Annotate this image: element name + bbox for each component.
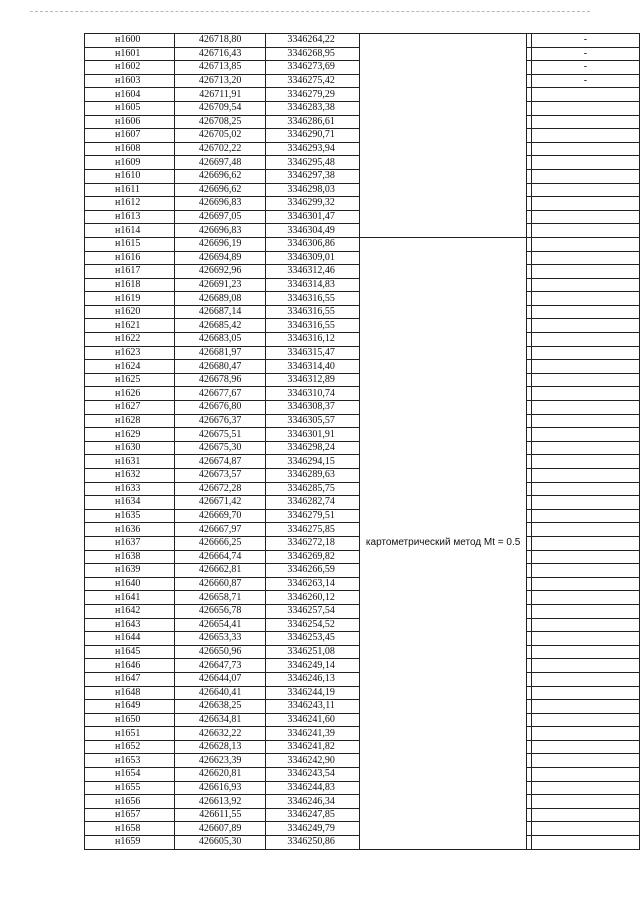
mark-cell [531,346,639,360]
point-name-cell: н1607 [85,129,175,143]
mark-cell [531,265,639,279]
y-coordinate-cell: 3346246,34 [266,795,360,809]
y-coordinate-cell: 3346306,86 [266,237,360,251]
y-coordinate-cell: 3346290,71 [266,129,360,143]
mark-cell [531,740,639,754]
x-coordinate-cell: 426711,91 [175,88,266,102]
mark-cell [531,482,639,496]
x-coordinate-cell: 426696,83 [175,224,266,238]
x-coordinate-cell: 426708,25 [175,115,266,129]
point-name-cell: н1643 [85,618,175,632]
x-coordinate-cell: 426653,33 [175,632,266,646]
mark-cell [531,496,639,510]
x-coordinate-cell: 426705,02 [175,129,266,143]
x-coordinate-cell: 426689,08 [175,292,266,306]
point-name-cell: н1608 [85,142,175,156]
mark-cell [531,659,639,673]
x-coordinate-cell: 426713,85 [175,61,266,75]
mark-cell [531,523,639,537]
point-name-cell: н1639 [85,564,175,578]
y-coordinate-cell: 3346254,52 [266,618,360,632]
x-coordinate-cell: 426658,71 [175,591,266,605]
x-coordinate-cell: 426680,47 [175,360,266,374]
point-name-cell: н1609 [85,156,175,170]
mark-cell [531,292,639,306]
y-coordinate-cell: 3346242,90 [266,754,360,768]
y-coordinate-cell: 3346316,55 [266,305,360,319]
point-name-cell: н1622 [85,333,175,347]
y-coordinate-cell: 3346246,13 [266,672,360,686]
mark-cell [531,672,639,686]
x-coordinate-cell: 426687,14 [175,305,266,319]
mark-cell [531,441,639,455]
point-name-cell: н1618 [85,278,175,292]
y-coordinate-cell: 3346266,59 [266,564,360,578]
y-coordinate-cell: 3346314,83 [266,278,360,292]
point-name-cell: н1605 [85,101,175,115]
y-coordinate-cell: 3346279,29 [266,88,360,102]
point-name-cell: н1619 [85,292,175,306]
mark-cell: - [531,61,639,75]
y-coordinate-cell: 3346301,47 [266,210,360,224]
x-coordinate-cell: 426677,67 [175,387,266,401]
point-name-cell: н1632 [85,469,175,483]
mark-cell [531,197,639,211]
y-coordinate-cell: 3346301,91 [266,428,360,442]
point-name-cell: н1625 [85,373,175,387]
y-coordinate-cell: 3346250,86 [266,836,360,850]
x-coordinate-cell: 426620,81 [175,768,266,782]
y-coordinate-cell: 3346241,82 [266,740,360,754]
mark-cell [531,88,639,102]
y-coordinate-cell: 3346295,48 [266,156,360,170]
x-coordinate-cell: 426696,83 [175,197,266,211]
mark-cell [531,305,639,319]
point-name-cell: н1654 [85,768,175,782]
point-name-cell: н1652 [85,740,175,754]
table-row [85,34,640,48]
y-coordinate-cell: 3346249,14 [266,659,360,673]
mark-cell: - [531,47,639,61]
point-name-cell: н1606 [85,115,175,129]
method-cell: картометрический метод Mt = 0.5 [359,237,526,849]
mark-cell [531,808,639,822]
coordinates-table-body [85,34,640,850]
point-name-cell: н1624 [85,360,175,374]
point-name-cell: н1613 [85,210,175,224]
y-coordinate-cell: 3346241,60 [266,713,360,727]
x-coordinate-cell: 426628,13 [175,740,266,754]
x-coordinate-cell: 426709,54 [175,101,266,115]
x-coordinate-cell: 426691,23 [175,278,266,292]
x-coordinate-cell: 426675,51 [175,428,266,442]
mark-cell [531,333,639,347]
x-coordinate-cell: 426702,22 [175,142,266,156]
mark-cell [531,101,639,115]
y-coordinate-cell: 3346264,22 [266,34,360,48]
x-coordinate-cell: 426696,62 [175,169,266,183]
x-coordinate-cell: 426696,62 [175,183,266,197]
mark-cell [531,129,639,143]
mark-cell [531,604,639,618]
x-coordinate-cell: 426696,19 [175,237,266,251]
x-coordinate-cell: 426683,05 [175,333,266,347]
x-coordinate-cell: 426676,80 [175,401,266,415]
mark-cell [531,115,639,129]
y-coordinate-cell: 3346243,54 [266,768,360,782]
point-name-cell: н1640 [85,577,175,591]
point-name-cell: н1617 [85,265,175,279]
y-coordinate-cell: 3346294,15 [266,455,360,469]
x-coordinate-cell: 426666,25 [175,536,266,550]
point-name-cell: н1629 [85,428,175,442]
point-name-cell: н1604 [85,88,175,102]
x-coordinate-cell: 426623,39 [175,754,266,768]
point-name-cell: н1601 [85,47,175,61]
point-name-cell: н1658 [85,822,175,836]
mark-cell [531,591,639,605]
y-coordinate-cell: 3346309,01 [266,251,360,265]
mark-cell [531,577,639,591]
mark-cell [531,509,639,523]
y-coordinate-cell: 3346263,14 [266,577,360,591]
x-coordinate-cell: 426613,92 [175,795,266,809]
point-name-cell: н1656 [85,795,175,809]
y-coordinate-cell: 3346316,12 [266,333,360,347]
y-coordinate-cell: 3346293,94 [266,142,360,156]
y-coordinate-cell: 3346257,54 [266,604,360,618]
mark-cell [531,645,639,659]
x-coordinate-cell: 426697,05 [175,210,266,224]
mark-cell [531,713,639,727]
table-row [85,237,640,251]
point-name-cell: н1659 [85,836,175,850]
mark-cell [531,183,639,197]
x-coordinate-cell: 426605,30 [175,836,266,850]
y-coordinate-cell: 3346251,08 [266,645,360,659]
mark-cell [531,700,639,714]
mark-cell [531,686,639,700]
point-name-cell: н1634 [85,496,175,510]
x-coordinate-cell: 426681,97 [175,346,266,360]
point-name-cell: н1655 [85,781,175,795]
x-coordinate-cell: 426647,73 [175,659,266,673]
x-coordinate-cell: 426713,20 [175,74,266,88]
x-coordinate-cell: 426644,07 [175,672,266,686]
y-coordinate-cell: 3346273,69 [266,61,360,75]
point-name-cell: н1631 [85,455,175,469]
point-name-cell: н1647 [85,672,175,686]
mark-cell [531,618,639,632]
x-coordinate-cell: 426660,87 [175,577,266,591]
mark-cell [531,768,639,782]
y-coordinate-cell: 3346272,18 [266,536,360,550]
point-name-cell: н1648 [85,686,175,700]
point-name-cell: н1615 [85,237,175,251]
x-coordinate-cell: 426716,43 [175,47,266,61]
x-coordinate-cell: 426678,96 [175,373,266,387]
point-name-cell: н1630 [85,441,175,455]
x-coordinate-cell: 426675,30 [175,441,266,455]
y-coordinate-cell: 3346243,11 [266,700,360,714]
mark-cell [531,210,639,224]
x-coordinate-cell: 426694,89 [175,251,266,265]
x-coordinate-cell: 426674,87 [175,455,266,469]
point-name-cell: н1610 [85,169,175,183]
y-coordinate-cell: 3346249,79 [266,822,360,836]
mark-cell [531,795,639,809]
x-coordinate-cell: 426634,81 [175,713,266,727]
y-coordinate-cell: 3346299,32 [266,197,360,211]
y-coordinate-cell: 3346298,24 [266,441,360,455]
mark-cell [531,373,639,387]
point-name-cell: н1638 [85,550,175,564]
y-coordinate-cell: 3346316,55 [266,319,360,333]
mark-cell [531,428,639,442]
x-coordinate-cell: 426650,96 [175,645,266,659]
coordinates-table [84,33,640,850]
y-coordinate-cell: 3346275,42 [266,74,360,88]
point-name-cell: н1628 [85,414,175,428]
header-rule [30,11,590,12]
point-name-cell: н1600 [85,34,175,48]
x-coordinate-cell: 426607,89 [175,822,266,836]
method-cell-empty [359,34,526,238]
y-coordinate-cell: 3346253,45 [266,632,360,646]
y-coordinate-cell: 3346244,83 [266,781,360,795]
y-coordinate-cell: 3346289,63 [266,469,360,483]
y-coordinate-cell: 3346310,74 [266,387,360,401]
point-name-cell: н1641 [85,591,175,605]
y-coordinate-cell: 3346283,38 [266,101,360,115]
mark-cell [531,156,639,170]
mark-cell [531,536,639,550]
point-name-cell: н1627 [85,401,175,415]
x-coordinate-cell: 426638,25 [175,700,266,714]
y-coordinate-cell: 3346315,47 [266,346,360,360]
y-coordinate-cell: 3346312,89 [266,373,360,387]
mark-cell [531,632,639,646]
point-name-cell: н1612 [85,197,175,211]
point-name-cell: н1636 [85,523,175,537]
mark-cell [531,142,639,156]
y-coordinate-cell: 3346282,74 [266,496,360,510]
x-coordinate-cell: 426692,96 [175,265,266,279]
mark-cell [531,727,639,741]
y-coordinate-cell: 3346298,03 [266,183,360,197]
y-coordinate-cell: 3346308,37 [266,401,360,415]
point-name-cell: н1637 [85,536,175,550]
y-coordinate-cell: 3346305,57 [266,414,360,428]
mark-cell [531,278,639,292]
point-name-cell: н1635 [85,509,175,523]
mark-cell [531,169,639,183]
mark-cell [531,836,639,850]
y-coordinate-cell: 3346247,85 [266,808,360,822]
point-name-cell: н1620 [85,305,175,319]
mark-cell [531,550,639,564]
x-coordinate-cell: 426685,42 [175,319,266,333]
x-coordinate-cell: 426640,41 [175,686,266,700]
point-name-cell: н1657 [85,808,175,822]
mark-cell [531,414,639,428]
y-coordinate-cell: 3346269,82 [266,550,360,564]
x-coordinate-cell: 426697,48 [175,156,266,170]
y-coordinate-cell: 3346268,95 [266,47,360,61]
y-coordinate-cell: 3346286,61 [266,115,360,129]
point-name-cell: н1649 [85,700,175,714]
point-name-cell: н1621 [85,319,175,333]
y-coordinate-cell: 3346241,39 [266,727,360,741]
mark-cell [531,387,639,401]
x-coordinate-cell: 426669,70 [175,509,266,523]
mark-cell [531,455,639,469]
point-name-cell: н1653 [85,754,175,768]
point-name-cell: н1633 [85,482,175,496]
mark-cell: - [531,34,639,48]
point-name-cell: н1623 [85,346,175,360]
y-coordinate-cell: 3346304,49 [266,224,360,238]
point-name-cell: н1603 [85,74,175,88]
mark-cell [531,822,639,836]
y-coordinate-cell: 3346244,19 [266,686,360,700]
point-name-cell: н1626 [85,387,175,401]
y-coordinate-cell: 3346312,46 [266,265,360,279]
y-coordinate-cell: 3346297,38 [266,169,360,183]
mark-cell: - [531,74,639,88]
y-coordinate-cell: 3346260,12 [266,591,360,605]
mark-cell [531,781,639,795]
mark-cell [531,237,639,251]
x-coordinate-cell: 426667,97 [175,523,266,537]
x-coordinate-cell: 426611,55 [175,808,266,822]
x-coordinate-cell: 426671,42 [175,496,266,510]
x-coordinate-cell: 426654,41 [175,618,266,632]
point-name-cell: н1611 [85,183,175,197]
point-name-cell: н1616 [85,251,175,265]
mark-cell [531,469,639,483]
x-coordinate-cell: 426676,37 [175,414,266,428]
y-coordinate-cell: 3346316,55 [266,292,360,306]
point-name-cell: н1614 [85,224,175,238]
mark-cell [531,360,639,374]
x-coordinate-cell: 426664,74 [175,550,266,564]
point-name-cell: н1642 [85,604,175,618]
mark-cell [531,251,639,265]
mark-cell [531,319,639,333]
y-coordinate-cell: 3346285,75 [266,482,360,496]
y-coordinate-cell: 3346279,51 [266,509,360,523]
point-name-cell: н1645 [85,645,175,659]
mark-cell [531,401,639,415]
x-coordinate-cell: 426632,22 [175,727,266,741]
mark-cell [531,224,639,238]
point-name-cell: н1646 [85,659,175,673]
x-coordinate-cell: 426672,28 [175,482,266,496]
x-coordinate-cell: 426662,81 [175,564,266,578]
mark-cell [531,754,639,768]
x-coordinate-cell: 426673,57 [175,469,266,483]
x-coordinate-cell: 426656,78 [175,604,266,618]
point-name-cell: н1651 [85,727,175,741]
point-name-cell: н1644 [85,632,175,646]
y-coordinate-cell: 3346314,40 [266,360,360,374]
point-name-cell: н1650 [85,713,175,727]
point-name-cell: н1602 [85,61,175,75]
y-coordinate-cell: 3346275,85 [266,523,360,537]
x-coordinate-cell: 426718,80 [175,34,266,48]
mark-cell [531,564,639,578]
x-coordinate-cell: 426616,93 [175,781,266,795]
